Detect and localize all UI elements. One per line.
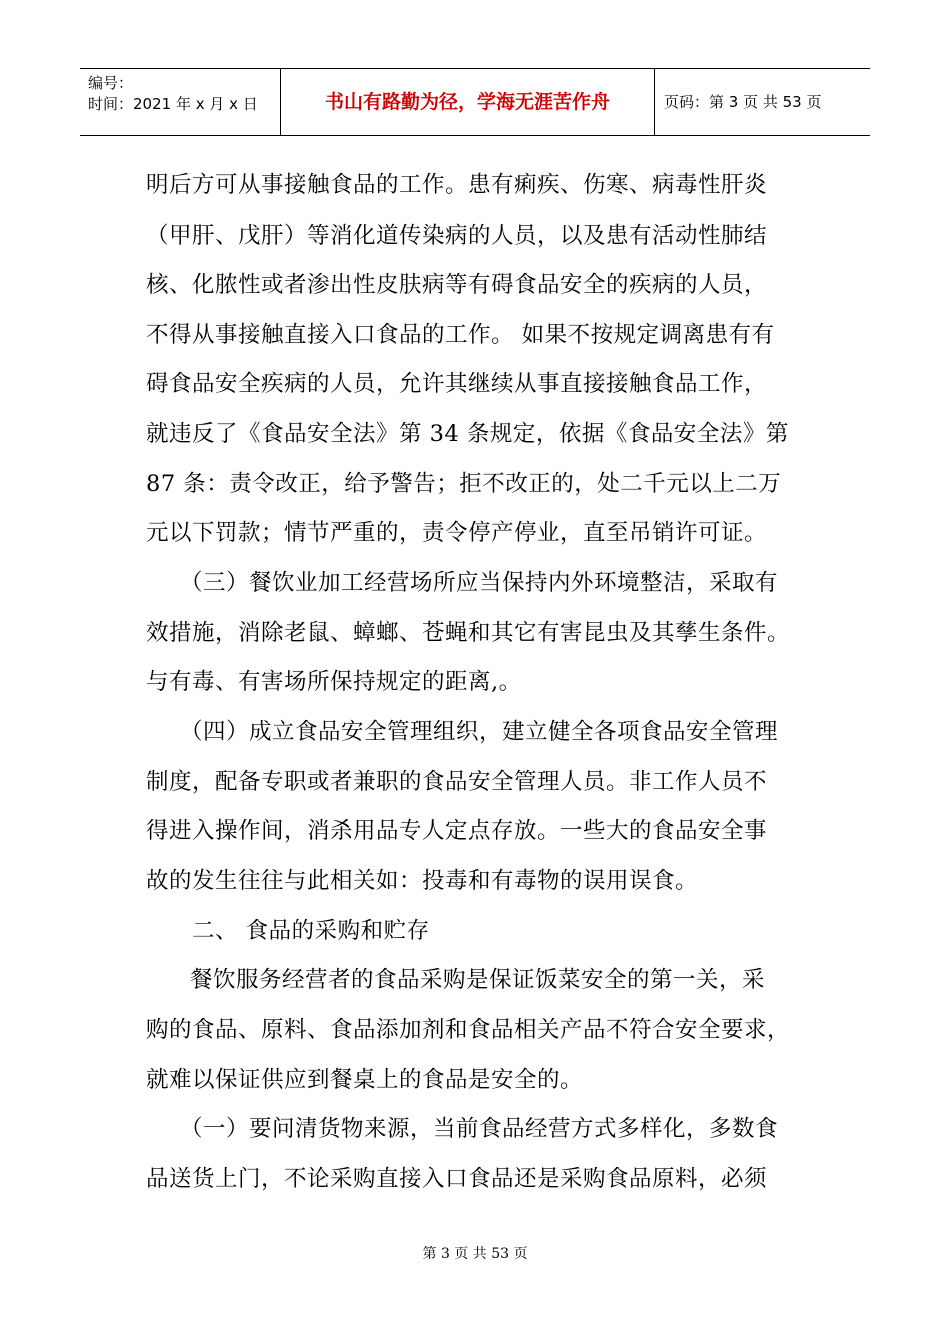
body-line: 购的食品、原料、食品添加剂和食品相关产品不符合安全要求，	[146, 1017, 791, 1043]
body-line: 餐饮服务经营者的食品采购是保证饭菜安全的第一关，采	[190, 967, 766, 993]
document-number-label: 编号：	[88, 74, 134, 92]
body-line: 不得从事接触直接入口食品的工作。 如果不按规定调离患有有	[146, 322, 775, 348]
paragraph-heading-1: （一）要问清货物来源，当前食品经营方式多样化，多数食	[180, 1116, 779, 1142]
header-motto: 书山有路勤为径，学海无涯苦作舟	[324, 91, 610, 113]
body-line: 就违反了《食品安全法》第 34 条规定，依据《食品安全法》第	[146, 421, 789, 447]
body-line: 效措施，消除老鼠、蟑螂、苍蝇和其它有害昆虫及其孳生条件。	[146, 620, 791, 646]
body-line: 与有毒、有害场所保持规定的距离,。	[146, 669, 522, 695]
body-line: 得进入操作间，消杀用品专人定点存放。一些大的食品安全事	[146, 818, 768, 844]
body-line: 明后方可从事接触食品的工作。患有痢疾、伤寒、病毒性肝炎	[146, 172, 768, 198]
body-line: 元以下罚款；情节严重的，责令停产停业，直至吊销许可证。	[146, 520, 768, 546]
paragraph-heading-3: （三）餐饮业加工经营场所应当保持内外环境整洁，采取有	[180, 570, 779, 596]
header-meta	[88, 73, 258, 115]
body-line: 制度，配备专职或者兼职的食品安全管理人员。非工作人员不	[146, 769, 768, 795]
page-header	[80, 68, 870, 136]
page-footer: 第 3 页 共 53 页	[422, 1246, 528, 1262]
body-line: 核、化脓性或者渗出性皮肤病等有碍食品安全的疾病的人员，	[146, 272, 768, 298]
body-line: 品送货上门，不论采购直接入口食品还是采购食品原料，必须	[146, 1166, 768, 1192]
section-heading: 二、 食品的采购和贮存	[192, 918, 430, 944]
document-date-label: 时间：2021 年 x 月 x 日	[88, 95, 258, 113]
header-page-info: 页码：第 3 页 共 53 页	[664, 93, 822, 111]
paragraph-heading-4: （四）成立食品安全管理组织，建立健全各项食品安全管理	[180, 719, 779, 745]
body-line: 故的发生往往与此相关如：投毒和有毒物的误用误食。	[146, 868, 699, 894]
body-line: 87 条：责令改正，给予警告；拒不改正的，处二千元以上二万	[146, 471, 782, 497]
body-line: （甲肝、戊肝）等消化道传染病的人员，以及患有活动性肺结	[146, 223, 768, 249]
body-line: 碍食品安全疾病的人员，允许其继续从事直接接触食品工作，	[146, 371, 768, 397]
body-line: 就难以保证供应到餐桌上的食品是安全的。	[146, 1067, 584, 1093]
header-divider-right	[654, 69, 655, 135]
